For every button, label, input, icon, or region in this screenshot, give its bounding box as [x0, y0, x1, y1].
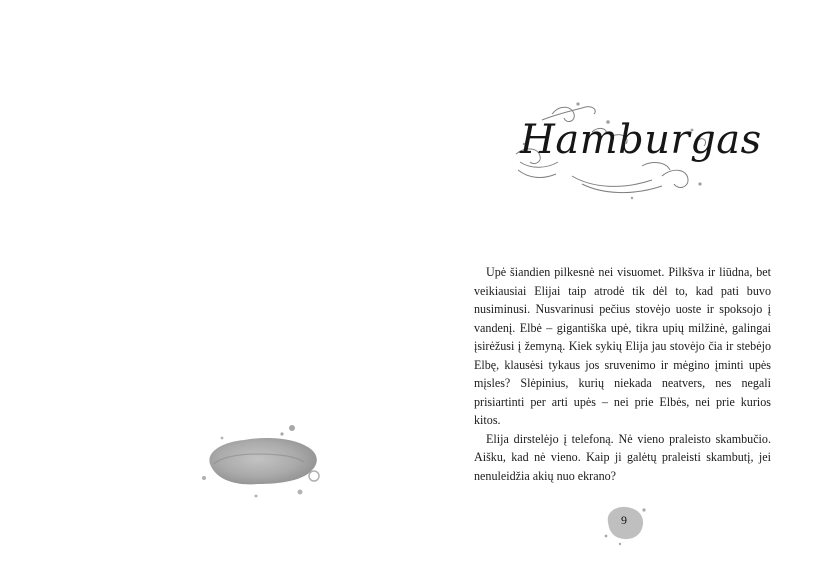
paragraph: Upė šiandien pilkesnė nei visuomet. Pilkšva ir liūdna, bet veikiausiai Elijai taip atrodė tik dėl to, kad pati buvo nusiminusi. Nusvarinusi pečius stovėjo uoste ir spoksojo į vandenį. Elbė – gigantiška upė, tikra upių milžinė, galingai įsirėžusi į žemyną. Kiek sykių Elija jau stovėjo čia ir stebėjo Elbę, klausėsi tykaus jos sruvenimo ir mėgino įminti upės mįsles? Slėpinius, kurių niekada neatvers, nes negali prisiartinti per arti upės – nei prie Elbės, nei prie kurios kitos. — [474, 265, 771, 427]
ink-splash-decoration — [196, 418, 336, 508]
chapter-body-text — [474, 263, 771, 485]
chapter-title: Hamburgas — [520, 117, 762, 163]
page-number-badge — [600, 500, 650, 546]
page-number: 9 — [621, 513, 627, 527]
paragraph: Elija dirstelėjo į telefoną. Nė vieno praleisto skambučio. Aišku, kad nė vieno. Kaip ji galėtų praleisti skambutį, jei nenuleidžia akių nuo ekrano? — [474, 431, 771, 483]
